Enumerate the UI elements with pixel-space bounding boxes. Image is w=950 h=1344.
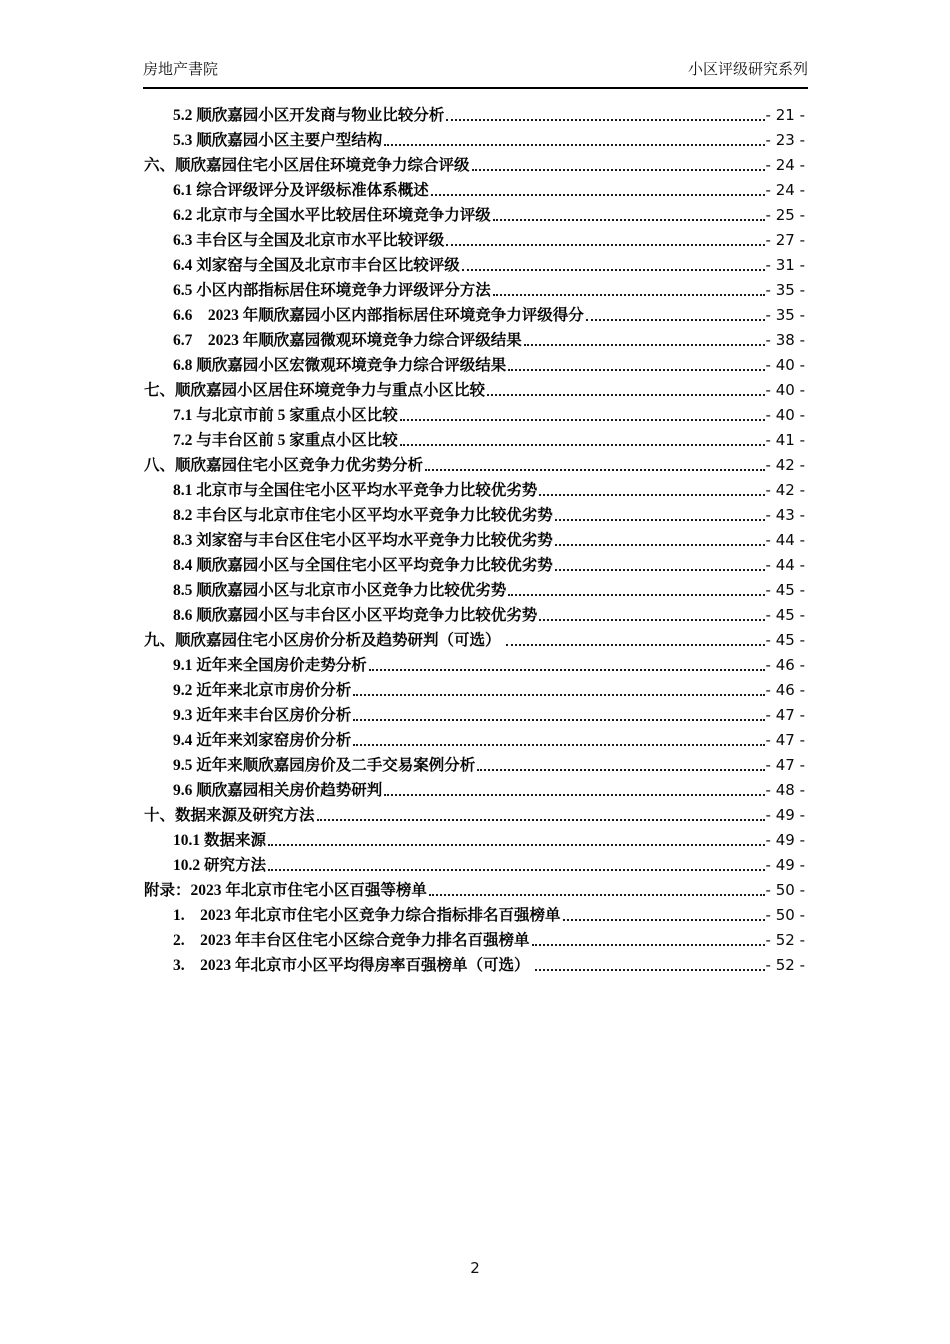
page-number: 2 bbox=[470, 1259, 480, 1277]
toc-entry bbox=[144, 675, 805, 700]
toc-entry-page: - 46 - bbox=[765, 681, 805, 699]
toc-entry-label: 七、顺欣嘉园小区居住环境竞争力与重点小区比较 bbox=[144, 382, 486, 399]
toc-entry-page: - 45 - bbox=[765, 631, 805, 649]
toc-entry-page: - 44 - bbox=[765, 531, 805, 549]
toc-dot-leader bbox=[369, 669, 765, 671]
toc-entry-page: - 45 - bbox=[765, 606, 805, 624]
toc-dot-leader bbox=[353, 694, 764, 696]
toc-entry bbox=[144, 275, 805, 300]
toc-entry bbox=[144, 425, 805, 450]
toc-entry-page: - 43 - bbox=[765, 506, 805, 524]
toc-dot-leader bbox=[446, 244, 764, 246]
toc-entry-label: 2. 2023 年丰台区住宅小区综合竞争力排名百强榜单 bbox=[173, 932, 530, 949]
toc-entry bbox=[144, 725, 805, 750]
toc-entry-page: - 47 - bbox=[765, 706, 805, 724]
toc-entry-page: - 48 - bbox=[765, 781, 805, 799]
toc-dot-leader bbox=[555, 519, 765, 521]
toc-entry-label: 6.6 2023 年顺欣嘉园小区内部指标居住环境竞争力评级得分 bbox=[173, 307, 584, 324]
toc-entry-label: 9.6 顺欣嘉园相关房价趋势研判 bbox=[173, 782, 383, 799]
toc-entry-label: 9.4 近年来刘家窑房价分析 bbox=[173, 732, 352, 749]
toc-dot-leader bbox=[425, 469, 765, 471]
toc-entry-label: 10.1 数据来源 bbox=[173, 832, 267, 849]
toc-dot-leader bbox=[462, 269, 765, 271]
toc-dot-leader bbox=[472, 169, 765, 171]
header-left-text: 房地产書院 bbox=[143, 62, 219, 78]
toc-dot-leader bbox=[429, 894, 765, 896]
toc-entry-label: 8.4 顺欣嘉园小区与全国住宅小区平均竞争力比较优劣势 bbox=[173, 557, 553, 574]
toc-entry bbox=[144, 550, 805, 575]
toc-dot-leader bbox=[317, 819, 765, 821]
toc-entry-page: - 31 - bbox=[765, 256, 805, 274]
toc-entry-page: - 47 - bbox=[765, 756, 805, 774]
toc-entry-page: - 27 - bbox=[765, 231, 805, 249]
toc-entry-page: - 52 - bbox=[765, 956, 805, 974]
toc-entry-label: 8.5 顺欣嘉园小区与北京市小区竞争力比较优劣势 bbox=[173, 582, 507, 599]
toc-entry-page: - 46 - bbox=[765, 656, 805, 674]
toc-entry-label: 8.1 北京市与全国住宅小区平均水平竞争力比较优劣势 bbox=[173, 482, 538, 499]
toc-entry-label: 9.1 近年来全国房价走势分析 bbox=[173, 657, 367, 674]
toc-dot-leader bbox=[539, 619, 764, 621]
header-divider bbox=[143, 87, 808, 89]
toc-entry-label: 9.5 近年来顺欣嘉园房价及二手交易案例分析 bbox=[173, 757, 476, 774]
toc-entry-page: - 50 - bbox=[765, 881, 805, 899]
toc-entry-label: 10.2 研究方法 bbox=[173, 857, 267, 874]
toc-entry bbox=[144, 750, 805, 775]
toc-entry-label: 6.1 综合评级评分及评级标准体系概述 bbox=[173, 182, 429, 199]
toc-entry-page: - 23 - bbox=[765, 131, 805, 149]
toc-entry bbox=[144, 800, 805, 825]
toc-entry-page: - 25 - bbox=[765, 206, 805, 224]
toc-entry-label: 7.2 与丰台区前 5 家重点小区比较 bbox=[173, 432, 398, 449]
toc-entry-label: 6.3 丰台区与全国及北京市水平比较评级 bbox=[173, 232, 445, 249]
toc-entry bbox=[144, 775, 805, 800]
toc-entry bbox=[144, 375, 805, 400]
toc-entry-page: - 35 - bbox=[765, 306, 805, 324]
toc-entry bbox=[144, 925, 805, 950]
toc-entry-page: - 50 - bbox=[765, 906, 805, 924]
toc-entry-page: - 40 - bbox=[765, 356, 805, 374]
toc-dot-leader bbox=[353, 744, 764, 746]
toc-dot-leader bbox=[268, 844, 765, 846]
toc-entry bbox=[144, 250, 805, 275]
toc-entry-label: 6.7 2023 年顺欣嘉园微观环境竞争力综合评级结果 bbox=[173, 332, 522, 349]
toc-entry-label: 1. 2023 年北京市住宅小区竞争力综合指标排名百强榜单 bbox=[173, 907, 561, 924]
toc-entry-page: - 44 - bbox=[765, 556, 805, 574]
toc-entry-page: - 40 - bbox=[765, 406, 805, 424]
toc-dot-leader bbox=[353, 719, 764, 721]
toc-entry bbox=[144, 125, 805, 150]
toc-entry-page: - 38 - bbox=[765, 331, 805, 349]
toc-entry-page: - 49 - bbox=[765, 806, 805, 824]
toc-entry-label: 9.2 近年来北京市房价分析 bbox=[173, 682, 352, 699]
toc-entry-label: 8.3 刘家窑与丰台区住宅小区平均水平竞争力比较优劣势 bbox=[173, 532, 553, 549]
toc-entry-label: 3. 2023 年北京市小区平均得房率百强榜单（可选） bbox=[173, 957, 534, 974]
toc-dot-leader bbox=[477, 769, 764, 771]
toc-entry bbox=[144, 525, 805, 550]
toc-entry bbox=[144, 175, 805, 200]
toc-entry-label: 9.3 近年来丰台区房价分析 bbox=[173, 707, 352, 724]
toc-dot-leader bbox=[431, 194, 765, 196]
toc-dot-leader bbox=[400, 419, 765, 421]
toc-dot-leader bbox=[446, 119, 764, 121]
toc-entry-label: 6.8 顺欣嘉园小区宏微观环境竞争力综合评级结果 bbox=[173, 357, 507, 374]
toc-dot-leader bbox=[586, 319, 765, 321]
toc-dot-leader bbox=[487, 394, 765, 396]
toc-entry bbox=[144, 100, 805, 125]
toc-entry bbox=[144, 850, 805, 875]
toc-dot-leader bbox=[384, 794, 764, 796]
toc-entry bbox=[144, 700, 805, 725]
toc-entry bbox=[144, 500, 805, 525]
toc-dot-leader bbox=[508, 594, 764, 596]
toc-entry-label: 6.2 北京市与全国水平比较居住环境竞争力评级 bbox=[173, 207, 491, 224]
toc-entry-label: 六、顺欣嘉园住宅小区居住环境竞争力综合评级 bbox=[144, 157, 470, 174]
toc-entry bbox=[144, 475, 805, 500]
toc-entry-page: - 24 - bbox=[765, 156, 805, 174]
toc-entry bbox=[144, 950, 805, 975]
toc-entry-label: 5.2 顺欣嘉园小区开发商与物业比较分析 bbox=[173, 107, 445, 124]
toc-entry-label: 6.4 刘家窑与全国及北京市丰台区比较评级 bbox=[173, 257, 460, 274]
toc-dot-leader bbox=[563, 919, 765, 921]
toc-dot-leader bbox=[524, 344, 765, 346]
toc-entry-page: - 42 - bbox=[765, 456, 805, 474]
toc-entry-label: 九、顺欣嘉园住宅小区房价分析及趋势研判（可选） bbox=[144, 632, 505, 649]
toc-entry bbox=[144, 650, 805, 675]
toc-entry bbox=[144, 875, 805, 900]
toc-dot-leader bbox=[555, 569, 765, 571]
toc-dot-leader bbox=[268, 869, 765, 871]
toc-entry-page: - 49 - bbox=[765, 831, 805, 849]
toc-entry-page: - 52 - bbox=[765, 931, 805, 949]
toc-entry bbox=[144, 350, 805, 375]
header-right-text: 小区评级研究系列 bbox=[687, 62, 808, 78]
toc-dot-leader bbox=[506, 644, 764, 646]
toc-entry-label: 八、顺欣嘉园住宅小区竞争力优劣势分析 bbox=[144, 457, 424, 474]
toc-entry-label: 5.3 顺欣嘉园小区主要户型结构 bbox=[173, 132, 383, 149]
toc-entry bbox=[144, 900, 805, 925]
toc-entry-page: - 24 - bbox=[765, 181, 805, 199]
toc-entry bbox=[144, 600, 805, 625]
toc-entry bbox=[144, 450, 805, 475]
toc-entry bbox=[144, 625, 805, 650]
toc-entry-label: 8.6 顺欣嘉园小区与丰台区小区平均竞争力比较优劣势 bbox=[173, 607, 538, 624]
toc-dot-leader bbox=[493, 219, 765, 221]
toc-entry bbox=[144, 575, 805, 600]
toc-dot-leader bbox=[508, 369, 764, 371]
toc-dot-leader bbox=[535, 969, 764, 971]
toc-entry-page: - 47 - bbox=[765, 731, 805, 749]
toc-dot-leader bbox=[532, 944, 765, 946]
toc-entry bbox=[144, 825, 805, 850]
toc-entry bbox=[144, 150, 805, 175]
toc-dot-leader bbox=[493, 294, 765, 296]
toc-entry bbox=[144, 200, 805, 225]
toc-dot-leader bbox=[555, 544, 765, 546]
toc-entry-page: - 42 - bbox=[765, 481, 805, 499]
toc-dot-leader bbox=[384, 144, 764, 146]
toc-entry bbox=[144, 300, 805, 325]
toc-entry-page: - 35 - bbox=[765, 281, 805, 299]
toc-dot-leader bbox=[400, 444, 765, 446]
toc-dot-leader bbox=[539, 494, 764, 496]
toc-entry-page: - 41 - bbox=[765, 431, 805, 449]
toc-entry-page: - 49 - bbox=[765, 856, 805, 874]
toc-entry-label: 8.2 丰台区与北京市住宅小区平均水平竞争力比较优劣势 bbox=[173, 507, 553, 524]
toc-entry bbox=[144, 400, 805, 425]
toc-entry bbox=[144, 225, 805, 250]
toc-entry-label: 6.5 小区内部指标居住环境竞争力评级评分方法 bbox=[173, 282, 491, 299]
table-of-contents bbox=[144, 100, 805, 975]
toc-entry-page: - 40 - bbox=[765, 381, 805, 399]
toc-entry bbox=[144, 325, 805, 350]
page-header bbox=[143, 60, 808, 86]
toc-entry-label: 十、数据来源及研究方法 bbox=[144, 807, 315, 824]
toc-entry-page: - 21 - bbox=[765, 106, 805, 124]
toc-entry-label: 7.1 与北京市前 5 家重点小区比较 bbox=[173, 407, 398, 424]
toc-entry-label: 附录：2023 年北京市住宅小区百强等榜单 bbox=[144, 882, 427, 899]
toc-entry-page: - 45 - bbox=[765, 581, 805, 599]
